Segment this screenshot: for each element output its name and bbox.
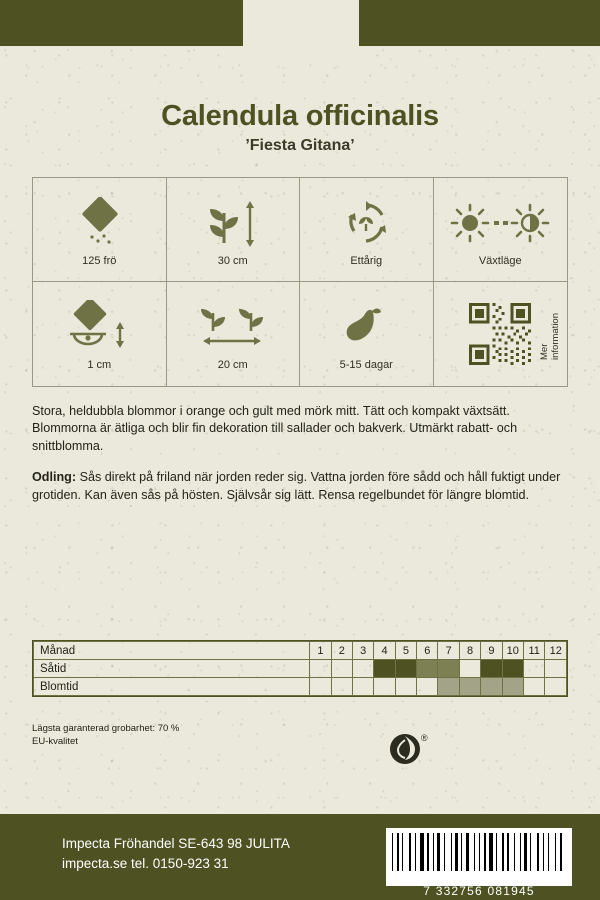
germination-time-icon — [335, 297, 397, 357]
plant-spacing-icon — [195, 297, 271, 357]
bloom-cell — [438, 678, 459, 696]
info-cell-label: 1 cm — [87, 359, 112, 371]
sowing-cell — [374, 660, 395, 678]
eu-quality: EU-kvalitet — [32, 735, 78, 747]
info-cell-label: 5-15 dagar — [339, 359, 393, 371]
sowing-cell — [310, 660, 331, 678]
info-cell-lifecycle — [300, 178, 434, 282]
company-line-1: Impecta Fröhandel SE-643 98 JULITA — [62, 836, 290, 851]
sowing-cell — [331, 660, 352, 678]
info-cell-label: Mer information — [539, 313, 561, 360]
barcode-number: 7 332756 081945 — [423, 884, 535, 898]
cultivation-label: Odling: — [32, 470, 77, 485]
cultivation-paragraph — [32, 469, 568, 504]
info-cell-spacing — [167, 282, 301, 386]
calendar-row-label: Blomtid — [34, 678, 310, 696]
company-address — [62, 834, 290, 873]
description-paragraph: Stora, heldubbla blommor i orange och gult med mörk mitt. Tätt och kompakt växtsätt. Blommorna är ätliga och blir fin dekoration till sallader och bakverk. Utmärkt rabatt- och snittblomma. — [32, 404, 518, 453]
month-header: 2 — [331, 642, 352, 660]
bloom-cell — [395, 678, 416, 696]
company-line-2: impecta.se tel. 0150-923 31 — [62, 855, 229, 871]
bloom-cell — [310, 678, 331, 696]
sun-exposure-icon — [448, 193, 552, 253]
sowing-cell — [545, 660, 567, 678]
bloom-cell — [331, 678, 352, 696]
info-cell-label: 20 cm — [217, 359, 248, 371]
seed-packet-icon — [71, 193, 127, 253]
footer-bar — [0, 814, 600, 900]
month-header: 4 — [374, 642, 395, 660]
title-block — [0, 100, 600, 155]
bloom-cell — [374, 678, 395, 696]
sowing-cell — [481, 660, 502, 678]
bloom-cell — [352, 678, 373, 696]
recycling-icon — [385, 727, 429, 771]
annual-cycle-icon — [338, 193, 394, 253]
guarantee-block — [32, 723, 179, 749]
bloom-cell — [459, 678, 480, 696]
month-header: 10 — [502, 642, 523, 660]
sowing-cell — [438, 660, 459, 678]
month-header: 3 — [352, 642, 373, 660]
info-cell-label: 125 frö — [82, 254, 117, 267]
month-header: 11 — [523, 642, 544, 660]
month-header: 7 — [438, 642, 459, 660]
bloom-cell — [545, 678, 567, 696]
sowing-depth-icon — [66, 297, 132, 357]
table-row — [34, 642, 567, 660]
month-header: 6 — [417, 642, 438, 660]
plant-height-icon — [202, 193, 264, 253]
sowing-cell — [523, 660, 544, 678]
bloom-cell — [481, 678, 502, 696]
info-cell-label: Växtläge — [478, 254, 522, 267]
info-cell-label: Ettårig — [350, 254, 383, 267]
calendar-row-label: Såtid — [34, 660, 310, 678]
table-row — [34, 678, 567, 696]
sowing-calendar — [32, 640, 568, 697]
info-cell-light — [434, 178, 568, 282]
description-block — [32, 403, 568, 504]
germination-guarantee: Lägsta garanterad grobarhet: 70 % — [32, 723, 180, 734]
calendar-row-label: Månad — [34, 642, 310, 660]
sowing-cell — [502, 660, 523, 678]
info-cell-seed-count — [33, 178, 167, 282]
month-header: 8 — [459, 642, 480, 660]
info-cell-germination — [300, 282, 434, 386]
icon-info-grid — [32, 177, 568, 387]
table-row — [34, 660, 567, 678]
bloom-cell — [523, 678, 544, 696]
month-header: 1 — [310, 642, 331, 660]
svg-text:®: ® — [421, 733, 428, 743]
info-cell-qr[interactable] — [434, 282, 568, 386]
barcode — [386, 828, 572, 886]
info-cell-label: 30 cm — [217, 254, 248, 267]
info-cell-sow-depth — [33, 282, 167, 386]
month-header: 5 — [395, 642, 416, 660]
sowing-cell — [352, 660, 373, 678]
sowing-calendar-table — [33, 641, 567, 696]
month-header: 12 — [545, 642, 567, 660]
sowing-cell — [459, 660, 480, 678]
bloom-cell — [417, 678, 438, 696]
page-title: Calendula officinalis — [161, 100, 439, 132]
page-subtitle: ’Fiesta Gitana’ — [245, 137, 355, 154]
sowing-cell — [417, 660, 438, 678]
info-cell-height — [167, 178, 301, 282]
sowing-cell — [395, 660, 416, 678]
month-header: 9 — [481, 642, 502, 660]
barcode-bars — [392, 833, 566, 871]
bloom-cell — [502, 678, 523, 696]
cultivation-text: Sås direkt på friland när jorden reder sig. Vattna jorden före sådd och håll fuktigt under grotiden. Kan även sås på hösten. Självsår sig lätt. Rensa regelbundet för längre blomtid. — [32, 470, 561, 502]
